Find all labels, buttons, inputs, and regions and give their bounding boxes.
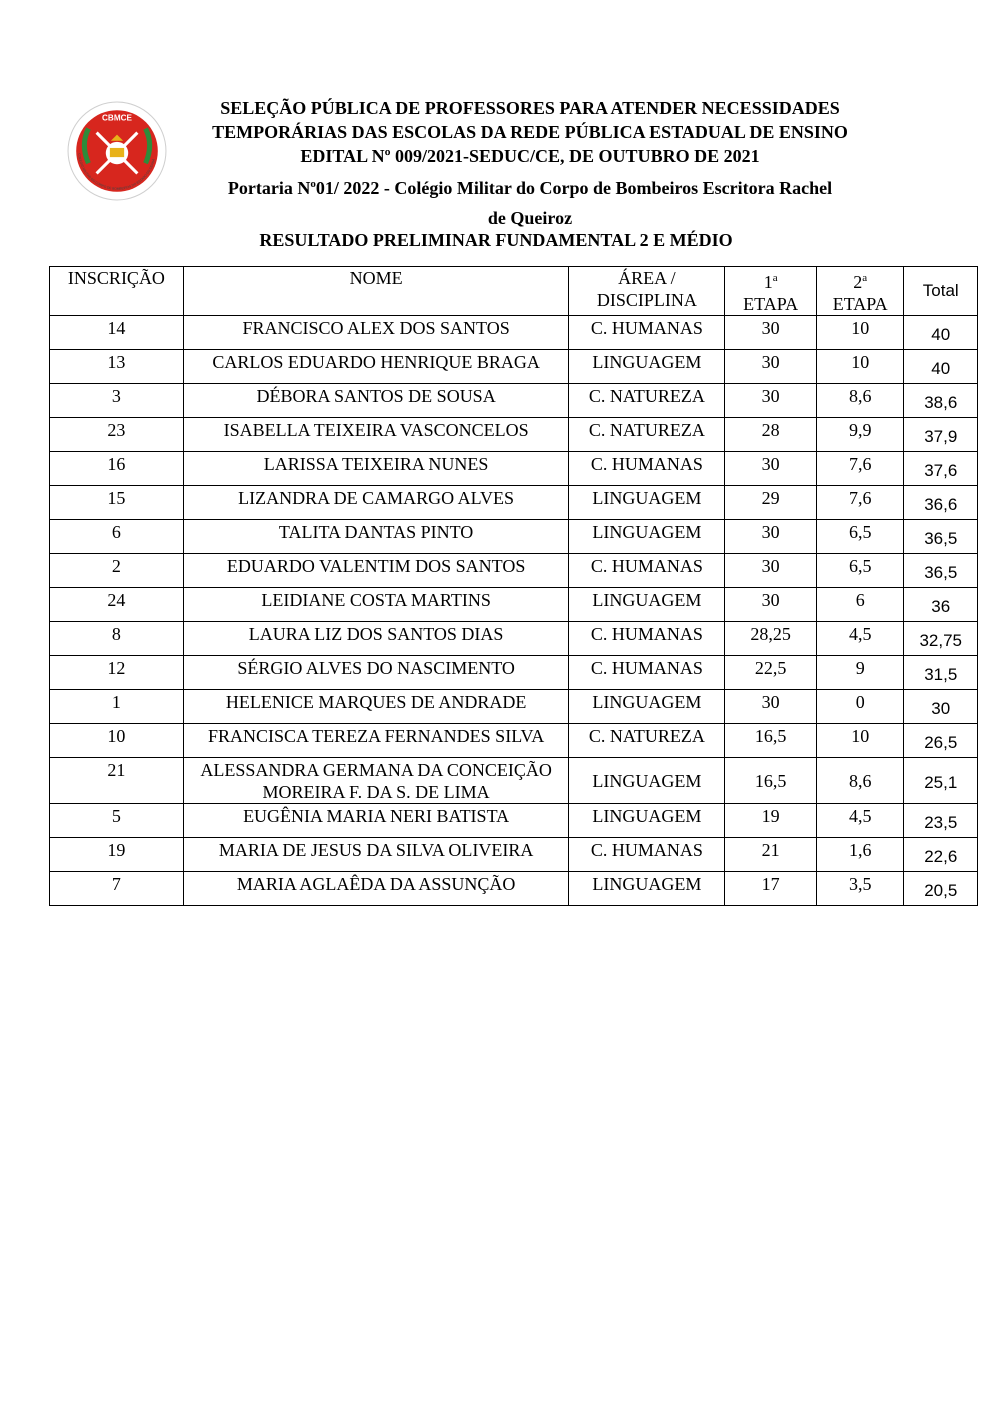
header-line-5: de Queiroz [487,208,573,228]
cell-nome: EUGÊNIA MARIA NERI BATISTA [183,804,568,838]
cell-nome: LAURA LIZ DOS SANTOS DIAS [183,622,568,656]
table-row [50,486,978,520]
cell-total: 25,1 [904,758,978,804]
header-line-1: SELEÇÃO PÚBLICA DE PROFESSORES PARA ATENDER NECESSIDADES [220,98,840,118]
cell-etapa-1: 16,5 [725,758,817,804]
cell-etapa-1: 16,5 [725,724,817,758]
cell-total: 32,75 [904,622,978,656]
cell-area: C. HUMANAS [569,452,725,486]
cell-etapa-2: 7,6 [816,452,904,486]
cell-inscricao: 13 [50,350,184,384]
cell-etapa-2: 8,6 [816,758,904,804]
cell-etapa-2: 4,5 [816,622,904,656]
cell-total: 40 [904,316,978,350]
cell-etapa-2: 7,6 [816,486,904,520]
table-row [50,418,978,452]
svg-text:COLÉGIO MILITAR DO CORPO DE BO: COLÉGIO MILITAR DO CORPO DE BOMBEIROS DO ESTADO DO CEARÁ [77,153,156,191]
header-portaria: Portaria $N^o01/$ 2022 - Colégio Militar do Corpo de Bombeiros Escritora Rachel [227,178,833,198]
cell-inscricao: 12 [50,656,184,690]
cell-nome: EDUARDO VALENTIM DOS SANTOS [183,554,568,588]
table-row [50,724,978,758]
cell-inscricao: 14 [50,316,184,350]
cell-total: 23,5 [904,804,978,838]
table-row [50,758,978,804]
cell-area: C. NATUREZA [569,384,725,418]
results-table [49,266,978,906]
cell-etapa-2: 10 [816,724,904,758]
cell-nome: TALITA DANTAS PINTO [183,520,568,554]
cell-etapa-1: 30 [725,690,817,724]
cell-etapa-2: 3,5 [816,872,904,906]
cell-etapa-2: 6,5 [816,554,904,588]
cell-total: 30 [904,690,978,724]
table-header-row [50,267,978,316]
cell-etapa-2: 6 [816,588,904,622]
cell-nome: HELENICE MARQUES DE ANDRADE [183,690,568,724]
cell-inscricao: 16 [50,452,184,486]
cell-inscricao: 15 [50,486,184,520]
table-row [50,622,978,656]
cell-total: 38,6 [904,384,978,418]
cell-inscricao: 3 [50,384,184,418]
cell-nome: MARIA DE JESUS DA SILVA OLIVEIRA [183,838,568,872]
cell-inscricao: 5 [50,804,184,838]
cell-area: LINGUAGEM [569,350,725,384]
cell-etapa-2: 10 [816,350,904,384]
cell-etapa-2: 6,5 [816,520,904,554]
cell-total: 26,5 [904,724,978,758]
cell-etapa-1: 30 [725,588,817,622]
cell-nome: FRANCISCA TEREZA FERNANDES SILVA [183,724,568,758]
cell-total: 37,9 [904,418,978,452]
table-row [50,588,978,622]
cell-inscricao: 6 [50,520,184,554]
cell-etapa-1: 30 [725,452,817,486]
table-row [50,520,978,554]
cell-etapa-2: 4,5 [816,804,904,838]
cell-inscricao: 24 [50,588,184,622]
cell-total: 36,5 [904,554,978,588]
cell-area: C. HUMANAS [569,838,725,872]
logo-text: CBMCE [102,113,132,123]
cell-area: LINGUAGEM [569,758,725,804]
cell-etapa-2: 8,6 [816,384,904,418]
table-row [50,554,978,588]
table-row [50,838,978,872]
cell-area: LINGUAGEM [569,486,725,520]
table-body [50,316,978,906]
cell-total: 37,6 [904,452,978,486]
cell-area: C. NATUREZA [569,418,725,452]
cell-etapa-1: 30 [725,316,817,350]
cell-etapa-1: 30 [725,554,817,588]
table-row [50,656,978,690]
cell-area: LINGUAGEM [569,804,725,838]
cell-total: 36,5 [904,520,978,554]
table-row [50,804,978,838]
cell-inscricao: 19 [50,838,184,872]
table-row [50,316,978,350]
table-row [50,690,978,724]
cell-nome: FRANCISCO ALEX DOS SANTOS [183,316,568,350]
cell-etapa-2: 1,6 [816,838,904,872]
cell-nome: DÉBORA SANTOS DE SOUSA [183,384,568,418]
cell-total: 36 [904,588,978,622]
cell-nome: SÉRGIO ALVES DO NASCIMENTO [183,656,568,690]
cell-area: C. HUMANAS [569,656,725,690]
cell-nome: LARISSA TEIXEIRA NUNES [183,452,568,486]
header-etapa-1: 1$^a$ ETAPA [725,267,817,316]
cell-inscricao: 23 [50,418,184,452]
table-row [50,350,978,384]
cell-nome: LIZANDRA DE CAMARGO ALVES [183,486,568,520]
cell-area: LINGUAGEM [569,588,725,622]
cell-etapa-1: 30 [725,384,817,418]
header-nome: NOME [183,267,568,316]
cell-area: C. HUMANAS [569,554,725,588]
cell-etapa-1: 28 [725,418,817,452]
header-etapa-2: 2$^a$ ETAPA [816,267,904,316]
document-header [170,96,890,232]
table-row [50,872,978,906]
cell-nome: LEIDIANE COSTA MARTINS [183,588,568,622]
cell-inscricao: 10 [50,724,184,758]
cell-nome: MARIA AGLAÊDA DA ASSUNÇÃO [183,872,568,906]
cell-area: C. HUMANAS [569,316,725,350]
cell-inscricao: 1 [50,690,184,724]
cell-etapa-1: 19 [725,804,817,838]
header-line-2: TEMPORÁRIAS DAS ESCOLAS DA REDE PÚBLICA ESTADUAL DE ENSINO [212,122,848,142]
cbmce-logo [66,100,168,202]
cell-area: C. HUMANAS [569,622,725,656]
header-total: Total [904,267,978,316]
cell-etapa-1: 21 [725,838,817,872]
cell-inscricao: 2 [50,554,184,588]
cell-etapa-1: 17 [725,872,817,906]
cell-etapa-2: 0 [816,690,904,724]
cell-etapa-1: 28,25 [725,622,817,656]
cell-etapa-1: 22,5 [725,656,817,690]
cell-nome: CARLOS EDUARDO HENRIQUE BRAGA [183,350,568,384]
cell-area: LINGUAGEM [569,872,725,906]
cell-inscricao: 8 [50,622,184,656]
result-title: RESULTADO PRELIMINAR FUNDAMENTAL 2 E MÉDIO [259,230,733,250]
cell-inscricao: 21 [50,758,184,804]
cell-area: LINGUAGEM [569,690,725,724]
cell-etapa-1: 29 [725,486,817,520]
header-area: ÁREA / DISCIPLINA [569,267,725,316]
cell-etapa-2: 10 [816,316,904,350]
cell-nome: ISABELLA TEIXEIRA VASCONCELOS [183,418,568,452]
cell-total: 22,6 [904,838,978,872]
cell-etapa-1: 30 [725,350,817,384]
table-row [50,384,978,418]
header-inscricao: INSCRIÇÃO [50,267,184,316]
cell-total: 40 [904,350,978,384]
cell-area: LINGUAGEM [569,520,725,554]
cell-etapa-1: 30 [725,520,817,554]
table-row [50,452,978,486]
cell-nome: ALESSANDRA GERMANA DA CONCEIÇÃO MOREIRA F. DA S. DE LIMA [183,758,568,804]
cell-etapa-2: 9,9 [816,418,904,452]
header-line-3: EDITAL Nº 009/2021-SEDUC/CE, DE OUTUBRO DE 2021 [300,146,760,166]
cell-etapa-2: 9 [816,656,904,690]
cell-area: C. NATUREZA [569,724,725,758]
cell-total: 36,6 [904,486,978,520]
cell-inscricao: 7 [50,872,184,906]
cell-total: 31,5 [904,656,978,690]
cell-total: 20,5 [904,872,978,906]
